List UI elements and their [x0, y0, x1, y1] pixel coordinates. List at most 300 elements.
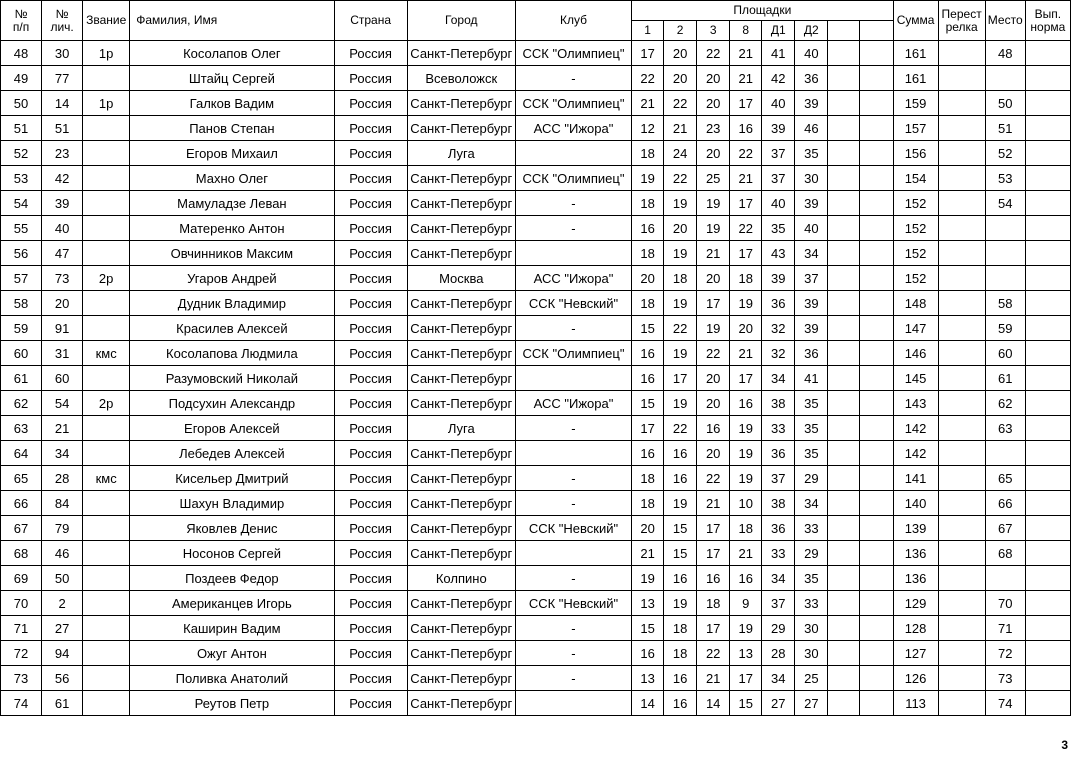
cell-place: 72 [985, 641, 1025, 666]
cell-name: Поздеев Федор [130, 566, 334, 591]
cell-sum: 136 [893, 541, 938, 566]
cell-rank [83, 666, 130, 691]
cell-license-number: 54 [42, 391, 83, 416]
cell-site-score: 19 [730, 616, 762, 641]
table-row [1, 441, 1071, 466]
cell-site-score: 43 [762, 241, 795, 266]
cell-name: Разумовский Николай [130, 366, 334, 391]
cell-site-score: 39 [795, 316, 828, 341]
cell-club [515, 241, 631, 266]
cell-club: - [515, 666, 631, 691]
cell-name: Дудник Владимир [130, 291, 334, 316]
cell-shootoff [938, 66, 985, 91]
cell-shootoff [938, 641, 985, 666]
cell-row-number: 73 [1, 666, 42, 691]
cell-name: Штайц Сергей [130, 66, 334, 91]
cell-shootoff [938, 541, 985, 566]
cell-site-score: 37 [762, 466, 795, 491]
cell-shootoff [938, 416, 985, 441]
cell-site-score [860, 341, 893, 366]
cell-site-score [860, 191, 893, 216]
cell-city: Санкт-Петербург [407, 291, 515, 316]
table-row [1, 416, 1071, 441]
cell-name: Американцев Игорь [130, 591, 334, 616]
cell-site-score: 25 [697, 166, 730, 191]
cell-city: Санкт-Петербург [407, 216, 515, 241]
cell-row-number: 70 [1, 591, 42, 616]
cell-site-score: 37 [762, 591, 795, 616]
cell-site-score: 20 [664, 41, 697, 66]
cell-site-score: 22 [632, 66, 664, 91]
cell-row-number: 53 [1, 166, 42, 191]
cell-rank [83, 291, 130, 316]
cell-country: Россия [334, 591, 407, 616]
cell-site-score: 21 [697, 241, 730, 266]
cell-site-score: 21 [730, 66, 762, 91]
cell-norm [1025, 541, 1070, 566]
cell-row-number: 48 [1, 41, 42, 66]
table-row [1, 591, 1071, 616]
cell-city: Санкт-Петербург [407, 541, 515, 566]
cell-name: Махно Олег [130, 166, 334, 191]
cell-norm [1025, 341, 1070, 366]
cell-site-score: 16 [664, 466, 697, 491]
cell-city: Санкт-Петербург [407, 491, 515, 516]
cell-place [985, 66, 1025, 91]
cell-site-score: 20 [697, 266, 730, 291]
cell-norm [1025, 91, 1070, 116]
cell-rank [83, 691, 130, 716]
cell-site-score: 21 [730, 166, 762, 191]
cell-row-number: 50 [1, 91, 42, 116]
cell-site-score [860, 141, 893, 166]
table-row [1, 66, 1071, 91]
cell-norm [1025, 391, 1070, 416]
cell-license-number: 91 [42, 316, 83, 341]
cell-site-score [828, 391, 860, 416]
cell-site-score: 33 [762, 541, 795, 566]
cell-shootoff [938, 591, 985, 616]
cell-site-score [860, 691, 893, 716]
cell-site-score [828, 466, 860, 491]
header-rank: Звание [83, 1, 130, 41]
cell-sum: 146 [893, 341, 938, 366]
cell-rank: 1р [83, 91, 130, 116]
cell-site-score: 20 [664, 66, 697, 91]
cell-rank: кмс [83, 466, 130, 491]
cell-sum: 141 [893, 466, 938, 491]
cell-place: 53 [985, 166, 1025, 191]
cell-rank [83, 591, 130, 616]
cell-site-score: 39 [762, 266, 795, 291]
cell-shootoff [938, 141, 985, 166]
cell-rank [83, 241, 130, 266]
cell-norm [1025, 666, 1070, 691]
table-row [1, 566, 1071, 591]
cell-place: 63 [985, 416, 1025, 441]
cell-site-score: 32 [762, 316, 795, 341]
cell-site-score: 20 [730, 316, 762, 341]
cell-row-number: 72 [1, 641, 42, 666]
cell-site-score: 22 [730, 216, 762, 241]
cell-club: - [515, 491, 631, 516]
cell-row-number: 58 [1, 291, 42, 316]
cell-site-score: 21 [697, 666, 730, 691]
cell-site-score: 19 [632, 166, 664, 191]
cell-site-score [860, 616, 893, 641]
cell-club: ССК "Олимпиец" [515, 41, 631, 66]
cell-club [515, 441, 631, 466]
cell-city: Санкт-Петербург [407, 641, 515, 666]
cell-site-score: 37 [762, 141, 795, 166]
cell-city: Санкт-Петербург [407, 366, 515, 391]
cell-site-score: 13 [632, 666, 664, 691]
cell-site-score: 21 [632, 541, 664, 566]
table-row [1, 491, 1071, 516]
cell-norm [1025, 116, 1070, 141]
cell-site-score: 16 [697, 416, 730, 441]
cell-rank [83, 216, 130, 241]
cell-site-score: 19 [664, 191, 697, 216]
table-row [1, 541, 1071, 566]
cell-site-score: 34 [762, 366, 795, 391]
cell-site-score [860, 641, 893, 666]
cell-site-score [828, 541, 860, 566]
cell-country: Россия [334, 341, 407, 366]
cell-shootoff [938, 116, 985, 141]
cell-shootoff [938, 491, 985, 516]
cell-site-score: 33 [795, 516, 828, 541]
cell-place [985, 441, 1025, 466]
cell-license-number: 47 [42, 241, 83, 266]
cell-rank: кмс [83, 341, 130, 366]
cell-license-number: 31 [42, 341, 83, 366]
cell-site-score [828, 116, 860, 141]
cell-site-score: 40 [795, 216, 828, 241]
cell-place: 62 [985, 391, 1025, 416]
cell-place: 66 [985, 491, 1025, 516]
cell-site-score: 36 [795, 341, 828, 366]
cell-sum: 161 [893, 66, 938, 91]
cell-site-score: 18 [632, 291, 664, 316]
cell-site-score [828, 141, 860, 166]
header-place: Место [985, 1, 1025, 41]
cell-site-score: 16 [632, 366, 664, 391]
table-row [1, 691, 1071, 716]
cell-site-score: 15 [632, 391, 664, 416]
cell-license-number: 51 [42, 116, 83, 141]
cell-site-score: 22 [697, 41, 730, 66]
header-license-number: № лич. [42, 1, 83, 41]
table-row [1, 516, 1071, 541]
cell-site-score: 16 [664, 441, 697, 466]
cell-row-number: 62 [1, 391, 42, 416]
cell-name: Кисельер Дмитрий [130, 466, 334, 491]
cell-norm [1025, 516, 1070, 541]
header-site-1: 1 [632, 21, 664, 41]
cell-norm [1025, 216, 1070, 241]
cell-place: 67 [985, 516, 1025, 541]
cell-city: Санкт-Петербург [407, 166, 515, 191]
cell-site-score [860, 441, 893, 466]
cell-site-score: 35 [795, 441, 828, 466]
cell-rank [83, 66, 130, 91]
cell-sum: 159 [893, 91, 938, 116]
cell-norm [1025, 616, 1070, 641]
cell-site-score: 19 [697, 216, 730, 241]
cell-city: Санкт-Петербург [407, 516, 515, 541]
cell-place: 68 [985, 541, 1025, 566]
cell-club: - [515, 216, 631, 241]
header-shootoff: Перест релка [938, 1, 985, 41]
cell-shootoff [938, 266, 985, 291]
cell-site-score: 37 [795, 266, 828, 291]
cell-place: 60 [985, 341, 1025, 366]
cell-site-score [828, 66, 860, 91]
cell-site-score: 30 [795, 641, 828, 666]
cell-row-number: 67 [1, 516, 42, 541]
cell-site-score: 19 [730, 291, 762, 316]
cell-site-score: 22 [664, 316, 697, 341]
cell-place: 73 [985, 666, 1025, 691]
cell-row-number: 55 [1, 216, 42, 241]
cell-name: Каширин Вадим [130, 616, 334, 641]
cell-site-score: 29 [762, 616, 795, 641]
cell-site-score [828, 491, 860, 516]
cell-sum: 157 [893, 116, 938, 141]
cell-site-score: 19 [664, 291, 697, 316]
cell-shootoff [938, 616, 985, 641]
cell-sum: 142 [893, 416, 938, 441]
cell-place: 61 [985, 366, 1025, 391]
cell-norm [1025, 241, 1070, 266]
header-site-extra-1 [828, 21, 860, 41]
cell-site-score [860, 541, 893, 566]
cell-rank [83, 641, 130, 666]
cell-site-score: 16 [632, 641, 664, 666]
cell-city: Санкт-Петербург [407, 316, 515, 341]
cell-shootoff [938, 566, 985, 591]
cell-country: Россия [334, 366, 407, 391]
cell-site-score [860, 666, 893, 691]
table-row [1, 41, 1071, 66]
cell-site-score: 19 [697, 316, 730, 341]
cell-site-score: 16 [730, 566, 762, 591]
cell-site-score: 16 [632, 441, 664, 466]
cell-name: Носонов Сергей [130, 541, 334, 566]
cell-site-score: 18 [730, 516, 762, 541]
cell-site-score: 20 [697, 391, 730, 416]
cell-sum: 147 [893, 316, 938, 341]
header-sites: Площадки [632, 1, 893, 21]
header-site-2: 2 [664, 21, 697, 41]
cell-site-score: 35 [762, 216, 795, 241]
cell-site-score: 36 [762, 291, 795, 316]
table-row [1, 466, 1071, 491]
cell-site-score: 22 [730, 141, 762, 166]
cell-country: Россия [334, 66, 407, 91]
cell-site-score: 23 [697, 116, 730, 141]
cell-site-score: 24 [664, 141, 697, 166]
cell-site-score: 27 [762, 691, 795, 716]
cell-country: Россия [334, 41, 407, 66]
table-row [1, 316, 1071, 341]
cell-name: Ожуг Антон [130, 641, 334, 666]
cell-license-number: 20 [42, 291, 83, 316]
cell-site-score: 19 [664, 391, 697, 416]
cell-shootoff [938, 341, 985, 366]
header-city: Город [407, 1, 515, 41]
cell-rank [83, 516, 130, 541]
cell-club: - [515, 566, 631, 591]
results-body [1, 41, 1071, 716]
cell-place [985, 566, 1025, 591]
cell-city: Санкт-Петербург [407, 341, 515, 366]
cell-site-score: 22 [664, 91, 697, 116]
cell-sum: 139 [893, 516, 938, 541]
cell-site-score: 14 [632, 691, 664, 716]
cell-country: Россия [334, 266, 407, 291]
cell-license-number: 46 [42, 541, 83, 566]
cell-sum: 126 [893, 666, 938, 691]
cell-site-score: 17 [697, 516, 730, 541]
cell-sum: 156 [893, 141, 938, 166]
cell-country: Россия [334, 691, 407, 716]
cell-rank [83, 491, 130, 516]
cell-site-score: 13 [730, 641, 762, 666]
cell-site-score: 15 [664, 516, 697, 541]
cell-site-score: 20 [632, 516, 664, 541]
cell-country: Россия [334, 441, 407, 466]
cell-site-score [828, 366, 860, 391]
cell-license-number: 94 [42, 641, 83, 666]
cell-site-score: 16 [664, 566, 697, 591]
cell-site-score: 16 [664, 691, 697, 716]
cell-city: Москва [407, 266, 515, 291]
cell-place: 51 [985, 116, 1025, 141]
cell-rank: 2р [83, 266, 130, 291]
cell-site-score [860, 41, 893, 66]
cell-license-number: 28 [42, 466, 83, 491]
cell-city: Луга [407, 416, 515, 441]
cell-site-score: 34 [795, 491, 828, 516]
cell-site-score: 30 [795, 166, 828, 191]
cell-site-score: 16 [697, 566, 730, 591]
table-row [1, 641, 1071, 666]
cell-site-score: 41 [762, 41, 795, 66]
cell-site-score: 38 [762, 491, 795, 516]
cell-rank [83, 366, 130, 391]
cell-club: - [515, 316, 631, 341]
cell-license-number: 61 [42, 691, 83, 716]
cell-club: - [515, 466, 631, 491]
cell-site-score: 40 [762, 191, 795, 216]
cell-shootoff [938, 291, 985, 316]
cell-site-score [828, 91, 860, 116]
cell-site-score [828, 41, 860, 66]
cell-city: Санкт-Петербург [407, 441, 515, 466]
cell-rank: 1р [83, 41, 130, 66]
cell-site-score: 37 [762, 166, 795, 191]
table-row [1, 616, 1071, 641]
cell-name: Косолапов Олег [130, 41, 334, 66]
cell-country: Россия [334, 641, 407, 666]
cell-norm [1025, 491, 1070, 516]
table-row [1, 166, 1071, 191]
cell-club: - [515, 641, 631, 666]
cell-site-score: 17 [730, 91, 762, 116]
cell-norm [1025, 416, 1070, 441]
cell-site-score [828, 566, 860, 591]
cell-site-score: 29 [795, 541, 828, 566]
cell-country: Россия [334, 616, 407, 641]
cell-shootoff [938, 191, 985, 216]
header-site-extra-2 [860, 21, 893, 41]
cell-site-score: 20 [697, 441, 730, 466]
cell-country: Россия [334, 116, 407, 141]
cell-shootoff [938, 516, 985, 541]
cell-site-score [828, 641, 860, 666]
cell-club: ССК "Невский" [515, 516, 631, 541]
cell-site-score: 27 [795, 691, 828, 716]
cell-site-score: 36 [762, 441, 795, 466]
cell-country: Россия [334, 241, 407, 266]
cell-city: Санкт-Петербург [407, 41, 515, 66]
cell-norm [1025, 166, 1070, 191]
cell-club [515, 691, 631, 716]
cell-place: 50 [985, 91, 1025, 116]
header-site-d2: Д2 [795, 21, 828, 41]
header-club: Клуб [515, 1, 631, 41]
cell-name: Угаров Андрей [130, 266, 334, 291]
cell-norm [1025, 641, 1070, 666]
cell-site-score: 17 [664, 366, 697, 391]
cell-site-score [828, 691, 860, 716]
cell-sum: 129 [893, 591, 938, 616]
cell-club: ССК "Олимпиец" [515, 91, 631, 116]
cell-city: Санкт-Петербург [407, 591, 515, 616]
cell-sum: 136 [893, 566, 938, 591]
cell-site-score: 18 [632, 141, 664, 166]
cell-site-score: 28 [762, 641, 795, 666]
cell-license-number: 23 [42, 141, 83, 166]
cell-site-score: 22 [697, 341, 730, 366]
cell-place: 52 [985, 141, 1025, 166]
cell-site-score: 19 [664, 241, 697, 266]
cell-site-score: 20 [697, 91, 730, 116]
cell-name: Шахун Владимир [130, 491, 334, 516]
cell-site-score: 22 [697, 641, 730, 666]
cell-license-number: 42 [42, 166, 83, 191]
table-row [1, 141, 1071, 166]
cell-country: Россия [334, 291, 407, 316]
table-row [1, 266, 1071, 291]
cell-site-score: 22 [697, 466, 730, 491]
cell-country: Россия [334, 91, 407, 116]
cell-name: Овчинников Максим [130, 241, 334, 266]
cell-site-score: 33 [762, 416, 795, 441]
cell-shootoff [938, 466, 985, 491]
cell-club: - [515, 616, 631, 641]
cell-site-score: 19 [730, 466, 762, 491]
cell-site-score: 19 [664, 491, 697, 516]
cell-city: Санкт-Петербург [407, 691, 515, 716]
table-row [1, 241, 1071, 266]
cell-rank [83, 191, 130, 216]
cell-site-score: 17 [697, 291, 730, 316]
cell-name: Мамуладзе Леван [130, 191, 334, 216]
cell-site-score: 30 [795, 616, 828, 641]
